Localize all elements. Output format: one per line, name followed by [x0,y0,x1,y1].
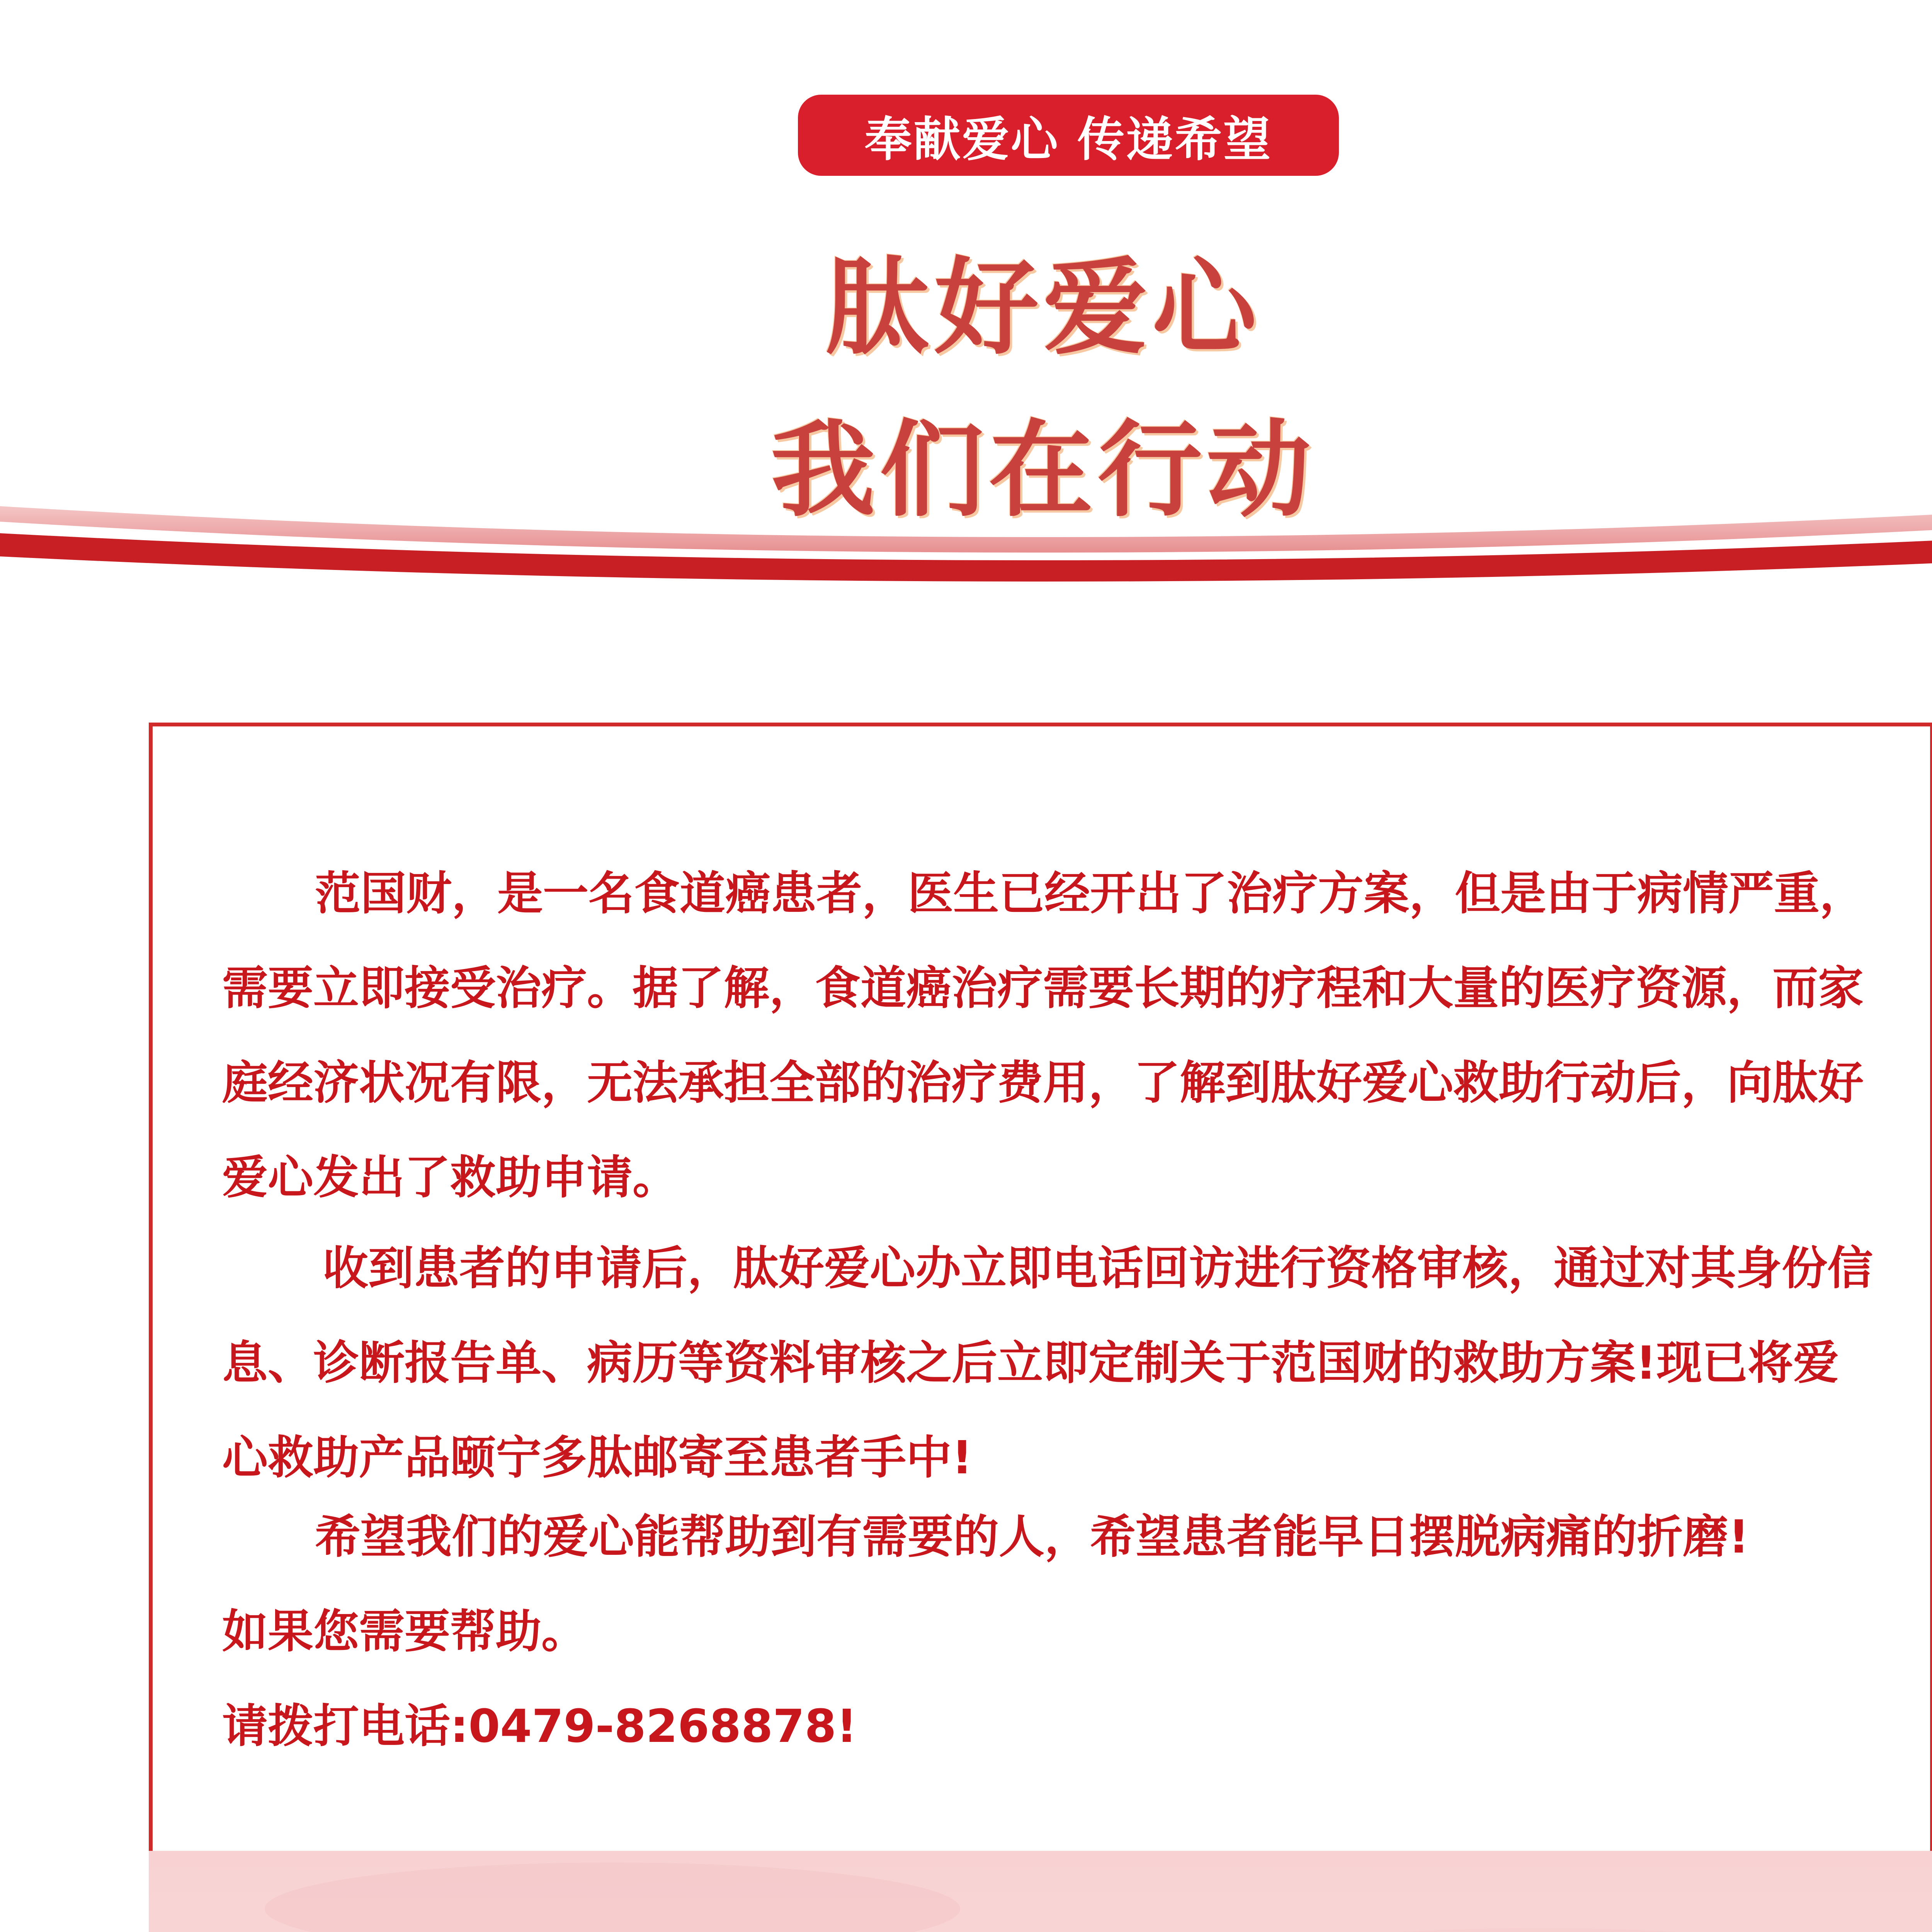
article-paragraph-3: 希望我们的爱心能帮助到有需要的人，希望患者能早日摆脱病痛的折磨! [315,1510,1749,1563]
article-paragraph-4: 如果您需要帮助。 [222,1605,587,1658]
article-paragraph-1: 范国财，是一名食道癌患者，医生已经开出了治疗方案，但是由于病情严重，需要立即接受治疗。据了解，食道癌治疗需要长期的疗程和大量的医疗资源，而家庭经济状况有限，无法承担全部的治疗费用，了解到肽好爱心救助行动后，向肽好爱心发出了救助申请。 [222,867,1866,1204]
header-ribbon-divider [0,479,1932,611]
article-phone-line: 请拨打电话:0479-8268878! [222,1699,857,1753]
banner-illustration [149,1851,1932,1932]
headline-title: 肽好爱心 [825,247,1261,369]
headline-subtitle: 我们在行动 [771,409,1316,531]
article-paragraph-2: 收到患者的申请后，肽好爱心办立即电话回访进行资格审核，通过对其身份信息、诊断报告单、病历等资料审核之后立即定制关于范国财的救助方案!现已将爱心救助产品颐宁多肽邮寄至患者手中! [222,1242,1873,1484]
slogan-pill: 奉献爱心 传递希望 [798,95,1339,176]
